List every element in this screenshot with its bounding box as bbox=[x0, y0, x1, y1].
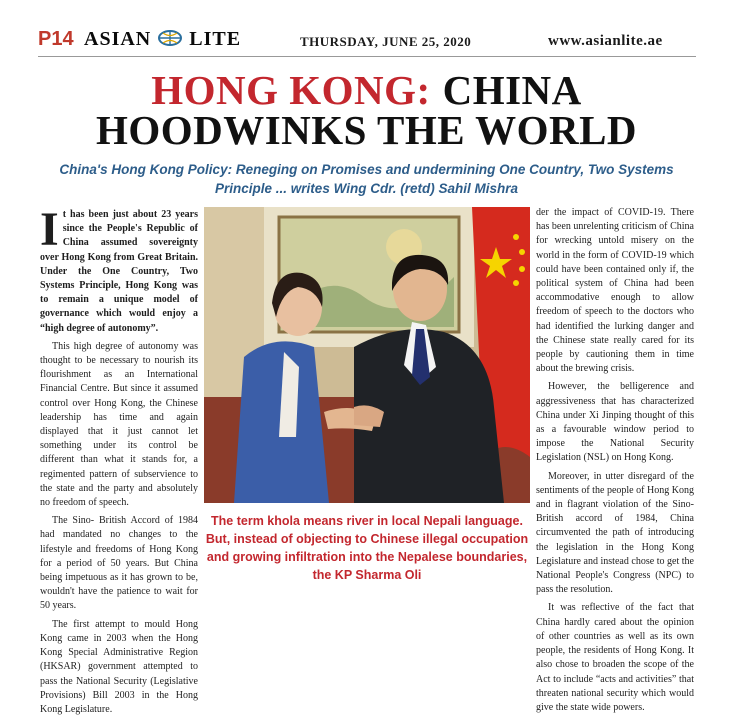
paragraph: It was reflective of the fact that China hardly cared about the opinion of other countries as well as its own people, the residents of Hong Kong. It also chose to broaden the scope of the Act to include “acts and activities” that threaten national security which would give the state wide powers. bbox=[536, 602, 694, 713]
drop-cap: I bbox=[40, 203, 59, 256]
headline-black: CHINA bbox=[442, 67, 582, 113]
paragraph: However, the belligerence and aggressiveness that has characterized China under Xi Jinping thought of this as a favourable window period to impose the National Security Legislation (NSL) on Hong Kong. bbox=[536, 381, 694, 464]
lead-paragraph: It has been just about 23 years since the People's Republic of China assumed sovereignty over Hong Kong from Great Britain. Under the One Country, Two Systems Principle, Hong Kong was to remain a unique model of governance which would enjoy a “high degree of autonomy”. bbox=[40, 203, 198, 334]
website-url[interactable]: www.asianlite.ae bbox=[548, 33, 663, 49]
photo-caption: The term khola means river in local Nepali language. But, instead of objecting to Chinese illegal occupation and growing infiltration into the Nepalese boundaries, the KP Sharma Oli bbox=[205, 514, 529, 582]
paragraph: The Sino- British Accord of 1984 had mandated no changes to the lifestyle and freedoms of Hong Kong for a period of 50 years. But China being impetuous as it has grown to be, wouldn't have the patience to wait for 50 years. bbox=[40, 515, 198, 612]
handshake-photo-illustration bbox=[204, 207, 530, 503]
paragraph: This high degree of autonomy was thought to be necessary to nourish its flourishment as an International Financial Centre. But since it assumed control over Hong Kong, the Chinese leadership has time and again displayed that it just cannot let something under its control be different than what it stands for, a regimented pattern of subservience to the state and the party and absolutely no freedom of speech. bbox=[40, 340, 198, 509]
paragraph: der the impact of COVID-19. There has been unrelenting criticism of China for wrecking untold misery on the world in the form of COVID-19 which could have been contained only if, the political system of China had been accommodative enough to allow freedom of speech to the doctors who had identified the lurking danger and the Chinese state really cared for its people by cautioning them in time about the brewing crisis. bbox=[536, 207, 694, 375]
headline-line2: HOODWINKS THE WORLD bbox=[95, 107, 638, 153]
article-column-1 bbox=[40, 203, 198, 721]
page-header bbox=[0, 0, 733, 52]
news-photo bbox=[204, 207, 530, 503]
header-divider bbox=[38, 56, 696, 57]
headline bbox=[0, 67, 733, 153]
issue-date: THURSDAY, JUNE 25, 2020 bbox=[300, 34, 472, 49]
subheadline: China's Hong Kong Policy: Reneging on Promises and undermining One Country, Two Systems Principle ... writes Wing Cdr. (retd) Sahil Mishra bbox=[59, 162, 674, 196]
globe-emblem-icon bbox=[157, 29, 183, 47]
page-number: P14 bbox=[38, 28, 74, 50]
paragraph: Moreover, in utter disregard of the sentiments of the people of Hong Kong and in flagrant violation of the Sino-British accord of 1984, China circumvented the path of introducing the legislation in the Hong Kong Legislature and instead chose to get the National People's Congress (NPC) to pass the resolution. bbox=[536, 470, 694, 596]
paragraph: The first attempt to mould Hong Kong came in 2003 when the Hong Kong Special Administrative Region (HKSAR) government attempted to pass the National Security (Legislative Provisions) Bill 2003 in the Hong Kong Legislature. bbox=[40, 618, 198, 715]
article-column-3 bbox=[536, 206, 694, 719]
headline-red: HONG KONG: bbox=[151, 67, 431, 113]
masthead-logo: ASIAN LITE bbox=[84, 28, 242, 50]
